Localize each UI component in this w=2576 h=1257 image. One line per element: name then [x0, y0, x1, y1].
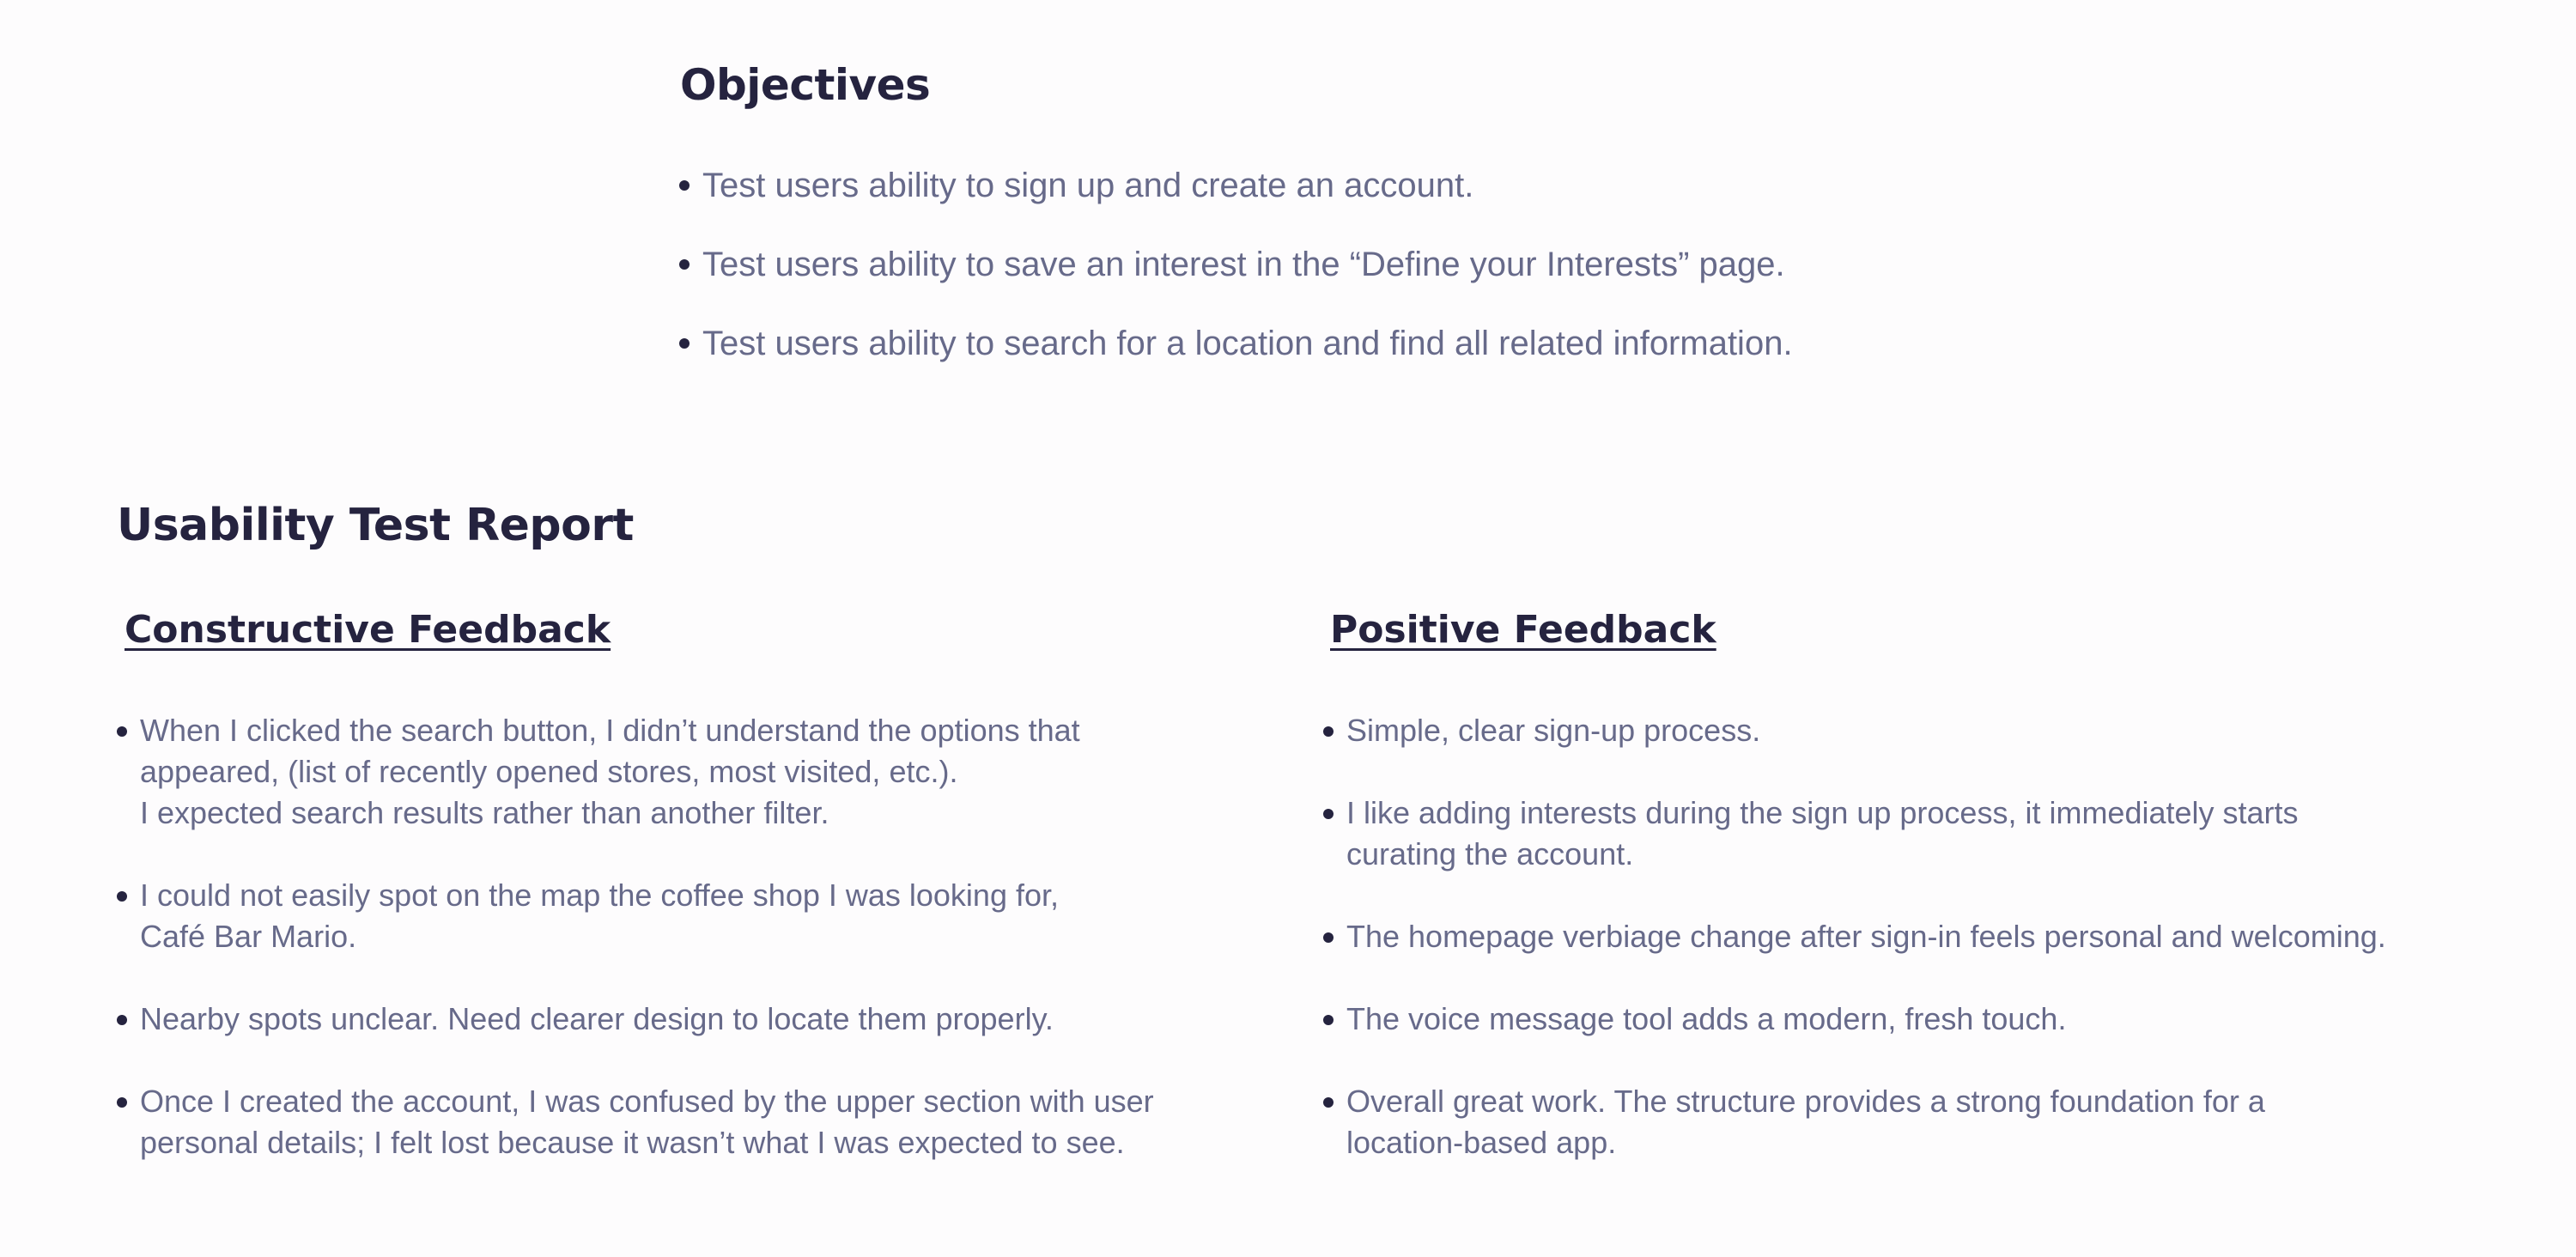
- constructive-feedback-item: I could not easily spot on the map the coffee shop I was looking for, Café Bar Mario.: [140, 875, 1256, 957]
- constructive-feedback-item: When I clicked the search button, I didn’t understand the options that appeared, (list of recently opened stores, most visited, etc.). I expected search results rather than another filter.: [140, 710, 1256, 834]
- positive-feedback-list: [1346, 710, 2566, 1205]
- objective-item: Test users ability to sign up and create an account.: [702, 165, 1793, 244]
- objective-item: Test users ability to save an interest in the “Define your Interests” page.: [702, 244, 1793, 323]
- positive-feedback-item: The homepage verbiage change after sign-in feels personal and welcoming.: [1346, 916, 2566, 957]
- objectives-list: [702, 165, 1793, 402]
- positive-feedback-item: I like adding interests during the sign up process, it immediately starts curating the account.: [1346, 792, 2566, 875]
- positive-feedback-heading: Positive Feedback: [1330, 608, 1716, 652]
- constructive-feedback-item: Nearby spots unclear. Need clearer design to locate them properly.: [140, 999, 1256, 1040]
- report-title: Usability Test Report: [117, 500, 634, 551]
- objective-item: Test users ability to search for a location and find all related information.: [702, 323, 1793, 402]
- positive-feedback-item: The voice message tool adds a modern, fresh touch.: [1346, 999, 2566, 1040]
- constructive-feedback-heading: Constructive Feedback: [125, 608, 611, 652]
- positive-feedback-item: Simple, clear sign-up process.: [1346, 710, 2566, 751]
- constructive-feedback-list: [140, 710, 1256, 1205]
- positive-feedback-item: Overall great work. The structure provides a strong foundation for a location-based app.: [1346, 1081, 2566, 1163]
- constructive-feedback-item: Once I created the account, I was confused by the upper section with user personal details; I felt lost because it wasn’t what I was expected to see.: [140, 1081, 1256, 1163]
- objectives-heading: Objectives: [680, 60, 931, 110]
